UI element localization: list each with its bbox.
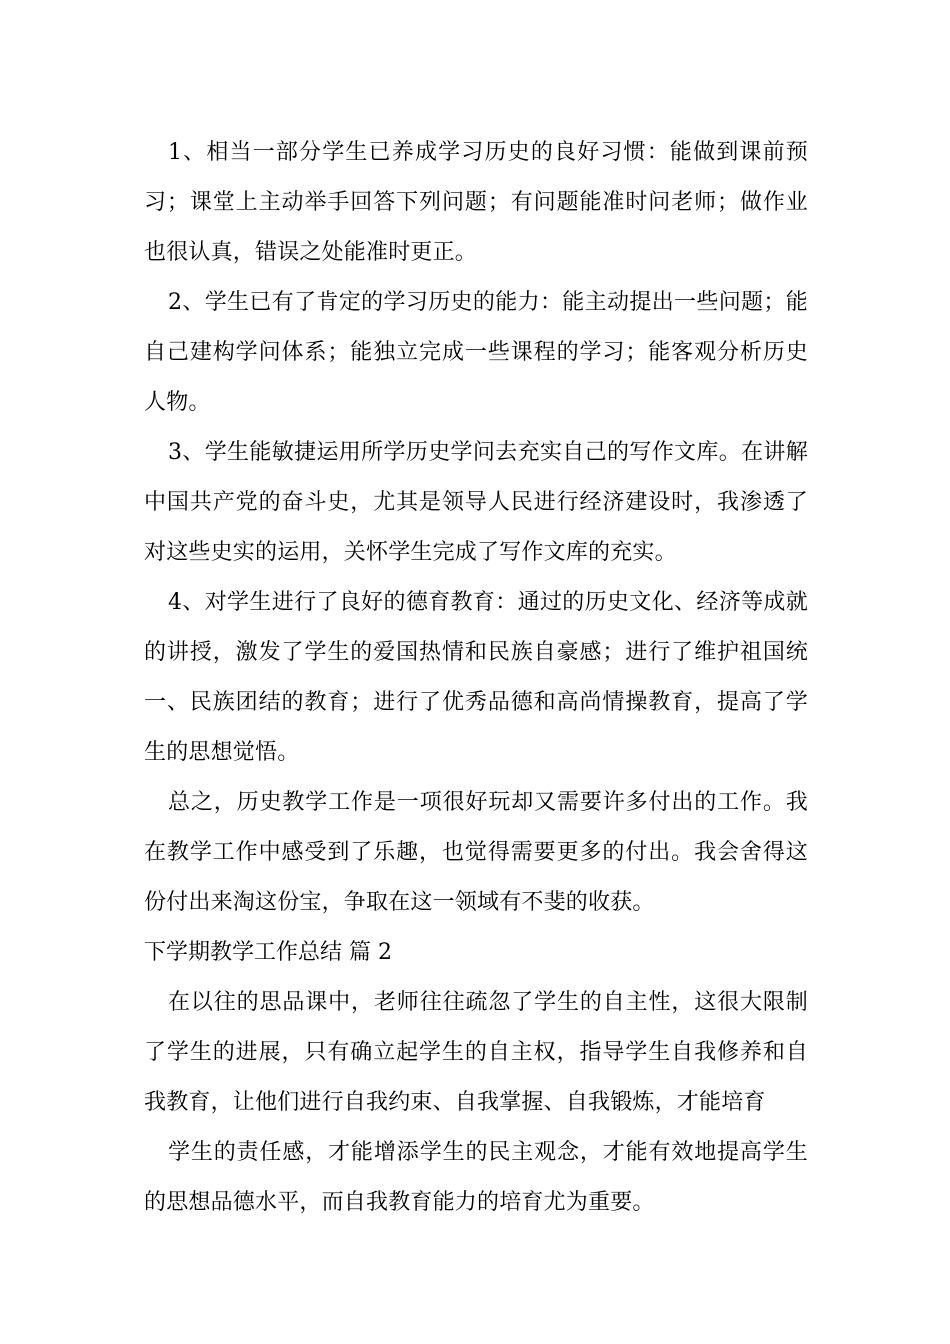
paragraph-section2-2: 学生的责任感，才能增添学生的民主观念，才能有效地提高学生的思想品德水平，而自我教育能力的培育尤为重要。 xyxy=(144,1140,808,1215)
paragraph-1: 1、相当一部分学生已养成学习历史的良好习惯：能做到课前预习；课堂上主动举手回答下列问题；有问题能准时问老师；做作业也很认真，错误之处能准时更正。 xyxy=(144,140,808,265)
paragraph-2: 2、学生已有了肯定的学习历史的能力：能主动提出一些问题；能自己建构学问体系；能独立完成一些课程的学习；能客观分析历史人物。 xyxy=(144,290,808,415)
section-heading: 下学期教学工作总结 篇 2 xyxy=(144,940,392,965)
document-body xyxy=(144,128,808,1228)
paragraph-summary: 总之，历史教学工作是一项很好玩却又需要许多付出的工作。我在教学工作中感受到了乐趣，也觉得需要更多的付出。我会舍得这份付出来淘这份宝，争取在这一领域有不斐的收获。 xyxy=(144,790,808,915)
paragraph-3: 3、学生能敏捷运用所学历史学问去充实自己的写作文库。在讲解中国共产党的奋斗史，尤其是领导人民进行经济建设时，我渗透了对这些史实的运用，关怀学生完成了写作文库的充实。 xyxy=(144,440,808,565)
paragraph-4: 4、对学生进行了良好的德育教育：通过的历史文化、经济等成就的讲授，激发了学生的爱国热情和民族自豪感；进行了维护祖国统一、民族团结的教育；进行了优秀品德和高尚情操教育，提高了学生的思想觉悟。 xyxy=(144,590,808,765)
paragraph-section2-1: 在以往的思品课中，老师往往疏忽了学生的自主性，这很大限制了学生的进展，只有确立起学生的自主权，指导学生自我修养和自我教育，让他们进行自我约束、自我掌握、自我锻炼，才能培育 xyxy=(144,990,808,1115)
